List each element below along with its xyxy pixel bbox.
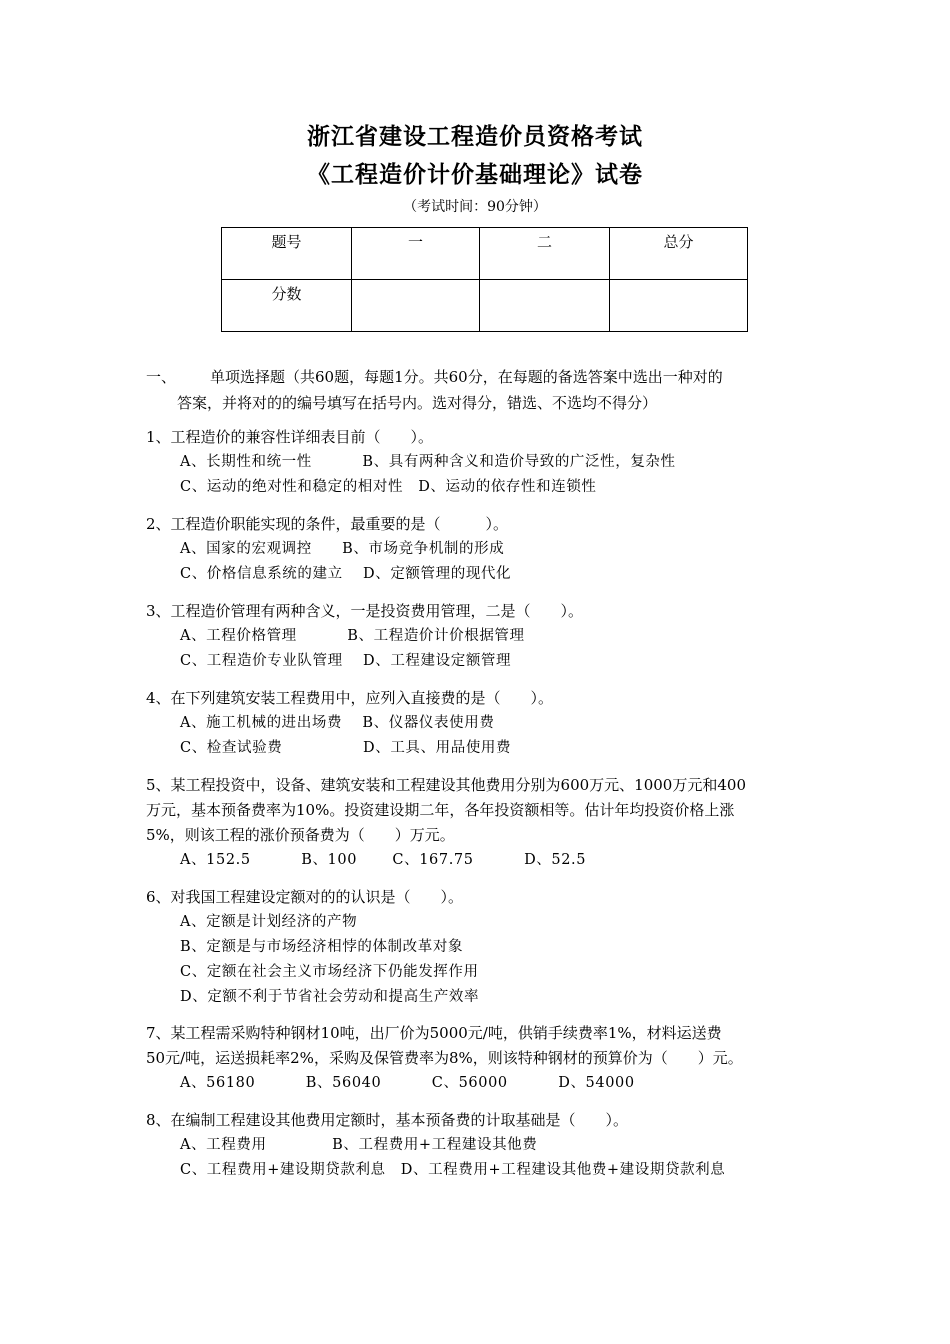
question-7 <box>146 1021 816 1096</box>
question-options-line: A、长期性和统一性 B、具有两种含义和造价导致的广泛性，复杂性 <box>180 454 676 470</box>
score-table <box>221 227 748 332</box>
score-table-score-row <box>222 280 748 332</box>
question-option: D、定额不利于节省社会劳动和提高生产效率 <box>180 989 480 1005</box>
score-cell <box>480 280 610 332</box>
question-stem-line: 5、某工程投资中，设备、建筑安装和工程建设其他费用分别为600万元、1000万元和400 <box>146 776 746 794</box>
section-instructions-line2: 答案，并将对的的编号填写在括号内。选对得分，错选、不选均不得分） <box>177 394 658 412</box>
question-8 <box>146 1108 816 1183</box>
question-option: C、定额在社会主义市场经济下仍能发挥作用 <box>180 964 479 980</box>
exam-title-line2: 《工程造价计价基础理论》试卷 <box>307 161 643 188</box>
question-3 <box>146 599 816 674</box>
question-options-line: A、工程费用 B、工程费用+工程建设其他费 <box>180 1137 538 1153</box>
question-1 <box>146 425 816 500</box>
question-stem: 8、在编制工程建设其他费用定额时，基本预备费的计取基础是（ ）。 <box>146 1111 629 1129</box>
question-option: B、定额是与市场经济相悖的体制改革对象 <box>180 939 464 955</box>
section-instructions-line1: 单项选择题（共60题，每题1分。共60分，在每题的备选答案中选出一种对的 <box>210 368 723 386</box>
score-cell: 分数 <box>222 280 352 332</box>
question-2 <box>146 512 816 587</box>
question-4 <box>146 686 816 761</box>
score-cell: 一 <box>352 228 480 280</box>
exam-time: （考试时间：90分钟） <box>403 199 547 215</box>
question-stem-line: 万元，基本预备费率为10%。投资建设期二年，各年投资额相等。估计年均投资价格上涨 <box>146 801 735 819</box>
question-options-line: A、国家的宏观调控 B、市场竞争机制的形成 <box>180 541 505 557</box>
question-stem: 4、在下列建筑安装工程费用中，应列入直接费的是（ ）。 <box>146 689 554 707</box>
score-cell: 总分 <box>610 228 748 280</box>
score-cell: 二 <box>480 228 610 280</box>
question-stem: 3、工程造价管理有两种含义，一是投资费用管理，二是（ ）。 <box>146 602 584 620</box>
section-heading <box>146 364 816 416</box>
question-options-line: A、152.5 B、100 C、167.75 D、52.5 <box>180 852 587 868</box>
question-options-line: C、检查试验费 D、工具、用品使用费 <box>180 740 512 756</box>
question-stem-line: 7、某工程需采购特种钢材10吨，出厂价为5000元/吨，供销手续费率1%，材料运送费 <box>146 1024 722 1042</box>
question-options-line: A、施工机械的进出场费 B、仪器仪表使用费 <box>180 715 495 731</box>
question-6 <box>146 885 816 1010</box>
score-cell <box>352 280 480 332</box>
score-cell: 题号 <box>222 228 352 280</box>
question-options-line: A、56180 B、56040 C、56000 D、54000 <box>180 1075 635 1091</box>
question-stem: 6、对我国工程建设定额对的的认识是（ ）。 <box>146 888 464 906</box>
question-stem-line: 5%，则该工程的涨价预备费为（ ）万元。 <box>146 826 455 844</box>
exam-title-line1: 浙江省建设工程造价员资格考试 <box>307 123 643 150</box>
question-options-line: C、工程造价专业队管理 D、工程建设定额管理 <box>180 653 512 669</box>
question-5 <box>146 773 816 873</box>
question-stem: 2、工程造价职能实现的条件，最重要的是（ ）。 <box>146 515 509 533</box>
question-stem: 1、工程造价的兼容性详细表目前（ ）。 <box>146 428 434 446</box>
score-table-header-row <box>222 228 748 280</box>
question-options-line: A、工程价格管理 B、工程造价计价根据管理 <box>180 628 525 644</box>
question-options-line: C、运动的绝对性和稳定的相对性 D、运动的依存性和连锁性 <box>180 479 597 495</box>
question-options-line: C、价格信息系统的建立 D、定额管理的现代化 <box>180 566 512 582</box>
section-number: 一、 <box>146 368 177 386</box>
question-option: A、定额是计划经济的产物 <box>180 914 358 930</box>
question-options-line: C、工程费用+建设期贷款利息 D、工程费用+工程建设其他费+建设期贷款利息 <box>180 1162 726 1178</box>
score-cell <box>610 280 748 332</box>
question-stem-line: 50元/吨，运送损耗率2%，采购及保管费率为8%，则该特种钢材的预算价为（ ）元。 <box>146 1049 743 1067</box>
